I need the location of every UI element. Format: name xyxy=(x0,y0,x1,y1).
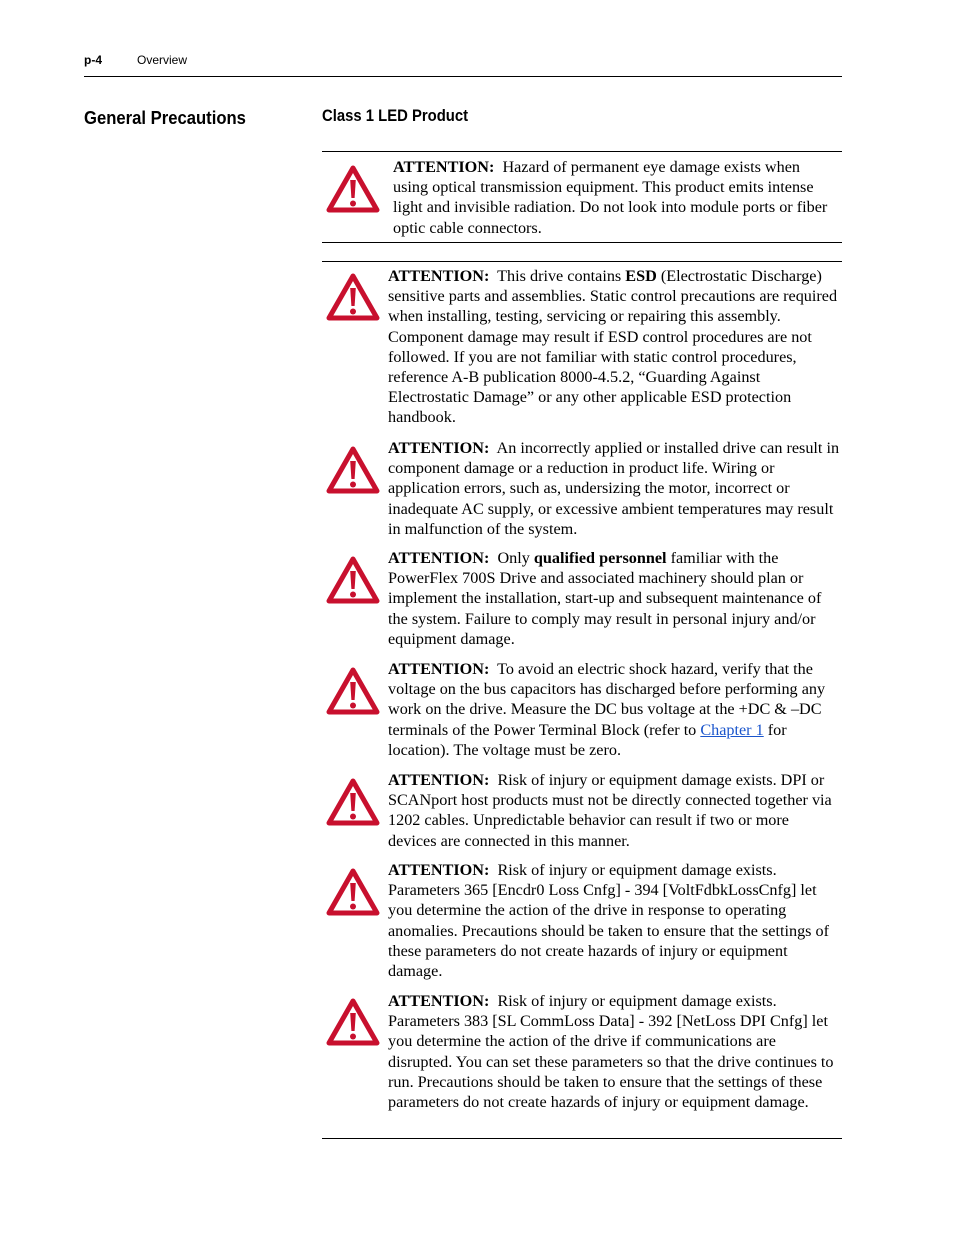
attention-body: Only xyxy=(497,549,534,567)
attention-label: ATTENTION: xyxy=(388,549,490,567)
attention-body: Hazard of permanent eye damage exists when using optical transmission equipment. This product emits intense light and invisible radiation. Do not look into module ports or fiber optic cable connectors. xyxy=(393,158,828,237)
warning-triangle-icon xyxy=(326,446,380,494)
warning-triangle-icon xyxy=(326,273,380,321)
attention-body: Risk of injury or equipment damage exists. Parameters 365 [Encdr0 Loss Cnfg] - 394 [VoltFdbkLossCnfg] let you determine the action of the drive in response to operating anomalies. Precautions should be taken to ensure that the settings of these parameters do not create hazards of injury or equipment damage. xyxy=(388,861,830,981)
attention-text xyxy=(393,157,839,238)
attention-box-general xyxy=(322,261,842,1139)
attention-label: ATTENTION: xyxy=(388,660,490,678)
attention-body: for location). The voltage must be zero. xyxy=(388,720,787,759)
running-header: Overview xyxy=(137,53,188,67)
attention-bold-term: qualified personnel xyxy=(533,549,667,567)
attention-body: Risk of injury or equipment damage exists. Parameters 383 [SL CommLoss Data] - 392 [NetLoss DPI Cnfg] let you determine the action of the drive if communications are disrupted. You can set these parameters so that the drive continues to run. Precautions should be taken to ensure that the settings of these parameters do not create hazards of injury or equipment damage. xyxy=(388,992,834,1112)
warning-triangle-icon xyxy=(326,868,380,916)
attention-body: Risk of injury or equipment damage exists. DPI or SCANport host products must not be directly connected together via 1202 cables. Unpredictable behavior can result if two or more devices are connected in this manner. xyxy=(388,771,832,850)
attention-text xyxy=(388,991,840,1112)
attention-box-laser xyxy=(322,151,842,243)
warning-triangle-icon xyxy=(326,998,380,1046)
warning-triangle-icon xyxy=(326,556,380,604)
attention-body: familiar with the PowerFlex 700S Drive and associated machinery should plan or implement the installation, start-up and subsequent maintenance of the system. Failure to comply may result in personal injury and/or equipment damage. xyxy=(388,549,822,648)
attention-text xyxy=(388,860,840,981)
header-rule xyxy=(84,76,842,77)
page-number: p-4 xyxy=(84,53,102,67)
attention-text xyxy=(388,659,840,760)
warning-triangle-icon xyxy=(326,667,380,715)
attention-label: ATTENTION: xyxy=(388,439,490,457)
attention-label: ATTENTION: xyxy=(388,992,490,1010)
warning-triangle-icon xyxy=(326,165,380,213)
attention-label: ATTENTION: xyxy=(388,771,490,789)
attention-bold-term: ESD xyxy=(625,267,657,285)
attention-label: ATTENTION: xyxy=(388,861,490,879)
attention-body: An incorrectly applied or installed drive can result in component damage or a reduction in product life. Wiring or application errors, such as, undersizing the motor, incorrect or inadequate AC supply, or excessive ambient temperatures may result in malfunction of the system. xyxy=(388,439,840,538)
attention-body: (Electrostatic Discharge) sensitive parts and assemblies. Static control precautions are required when installing, testing, servicing or repairing this assembly. Component damage may result if ESD control procedures are not followed. If you are not familiar with static control procedures, reference A-B publication 8000-4.5.2, “Guarding Against Electrostatic Damage” or any other applicable ESD protection handbook. xyxy=(388,267,838,427)
attention-text xyxy=(388,438,840,539)
section-title: General Precautions xyxy=(84,107,246,128)
attention-text xyxy=(388,266,840,428)
attention-text xyxy=(388,548,840,649)
chapter-1-link[interactable]: Chapter 1 xyxy=(700,720,764,739)
attention-label: ATTENTION: xyxy=(388,267,490,285)
attention-body: To avoid an electric shock hazard, verify that the voltage on the bus capacitors has discharged before performing any work on the drive. Measure the DC bus voltage at the +DC & –DC terminals of the Power Terminal Block (refer to xyxy=(388,660,826,739)
attention-label: ATTENTION: xyxy=(393,158,495,176)
warning-triangle-icon xyxy=(326,778,380,826)
attention-text xyxy=(388,770,840,851)
subsection-title: Class 1 LED Product xyxy=(322,107,469,125)
attention-body: This drive contains xyxy=(497,267,626,285)
